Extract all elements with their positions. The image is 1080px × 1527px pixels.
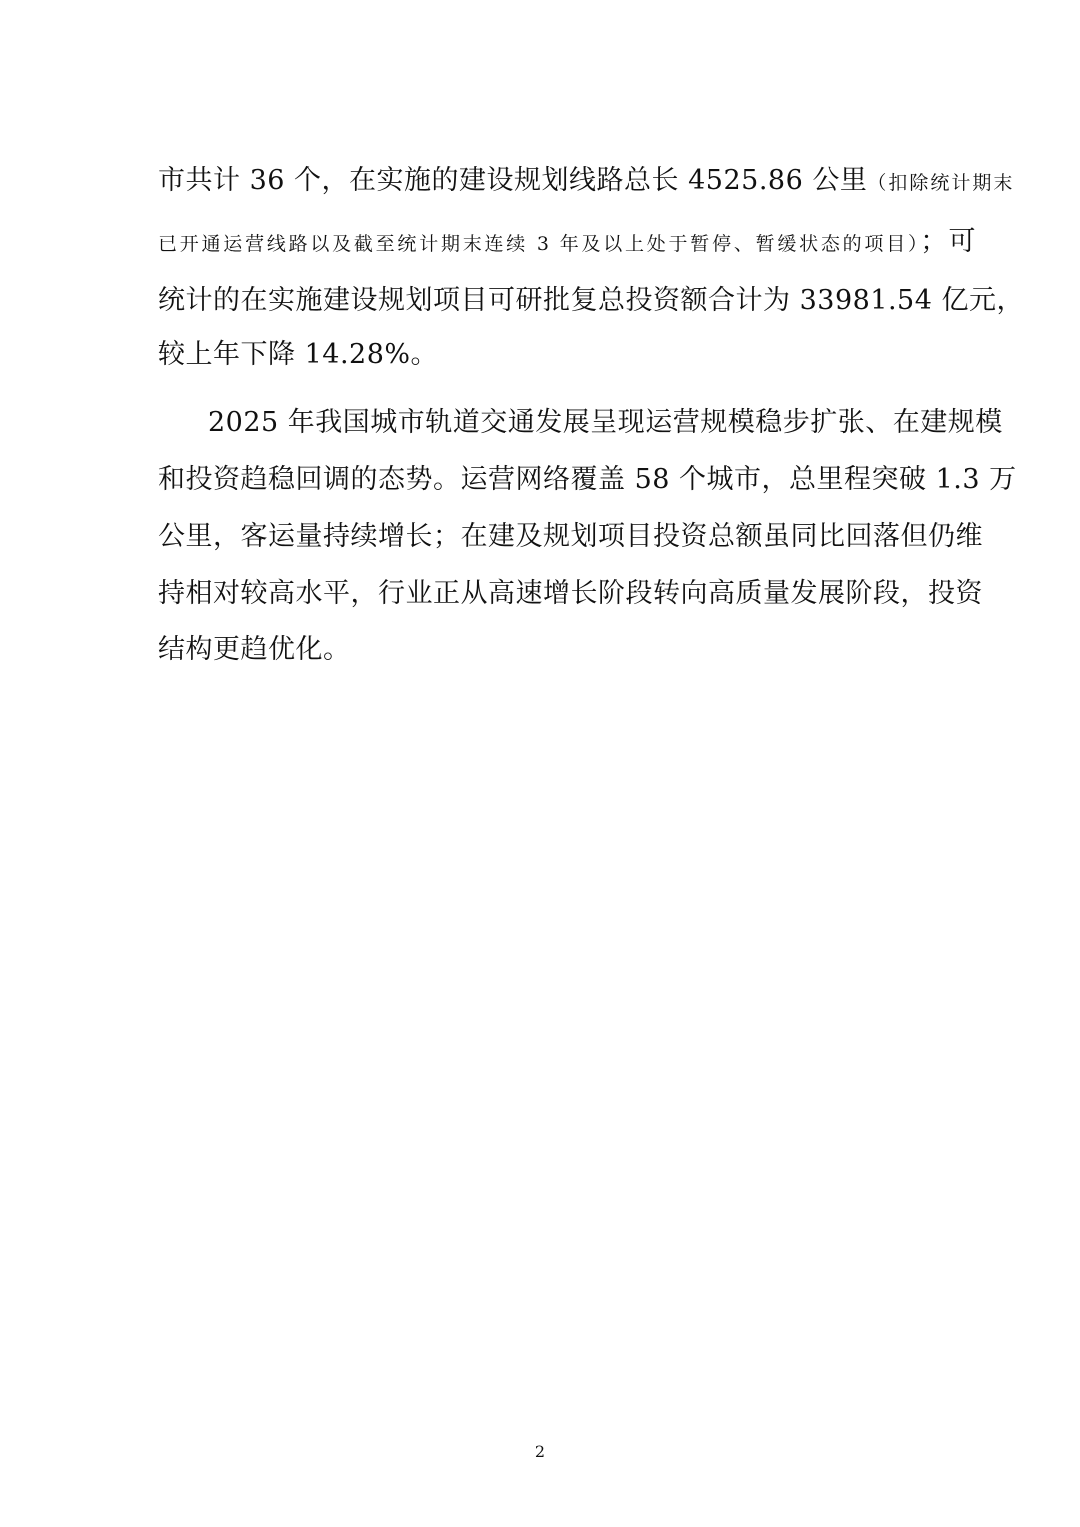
text-span: 市共计 36 个，在实施的建设规划线路总长 4525.86 公里 bbox=[158, 165, 868, 196]
text-span: ；可 bbox=[920, 226, 976, 257]
paragraph-2-line-5: 结构更趋优化。 bbox=[158, 634, 351, 665]
page-number: 2 bbox=[534, 1442, 546, 1461]
parenthetical-note: 已开通运营线路以及截至统计期末连续 3 年及以上处于暂停、暂缓状态的项目） bbox=[158, 233, 921, 255]
paragraph-1-line-4: 较上年下降 14.28%。 bbox=[158, 339, 439, 370]
paragraph-2-line-2: 和投资趋稳回调的态势。运营网络覆盖 58 个城市，总里程突破 1.3 万 bbox=[158, 464, 1017, 495]
paragraph-2-line-1: 2025 年我国城市轨道交通发展呈现运营规模稳步扩张、在建规模 bbox=[208, 407, 1003, 438]
paragraph-1-line-2 bbox=[158, 224, 976, 260]
paragraph-2-line-4: 持相对较高水平，行业正从高速增长阶段转向高质量发展阶段，投资 bbox=[158, 578, 983, 609]
parenthetical-note: （扣除统计期末 bbox=[867, 172, 1015, 194]
paragraph-1-line-1 bbox=[158, 163, 1015, 199]
paragraph-1-line-3: 统计的在实施建设规划项目可研批复总投资额合计为 33981.54 亿元， bbox=[158, 285, 1024, 316]
paragraph-2-line-3: 公里，客运量持续增长；在建及规划项目投资总额虽同比回落但仍维 bbox=[158, 521, 983, 552]
